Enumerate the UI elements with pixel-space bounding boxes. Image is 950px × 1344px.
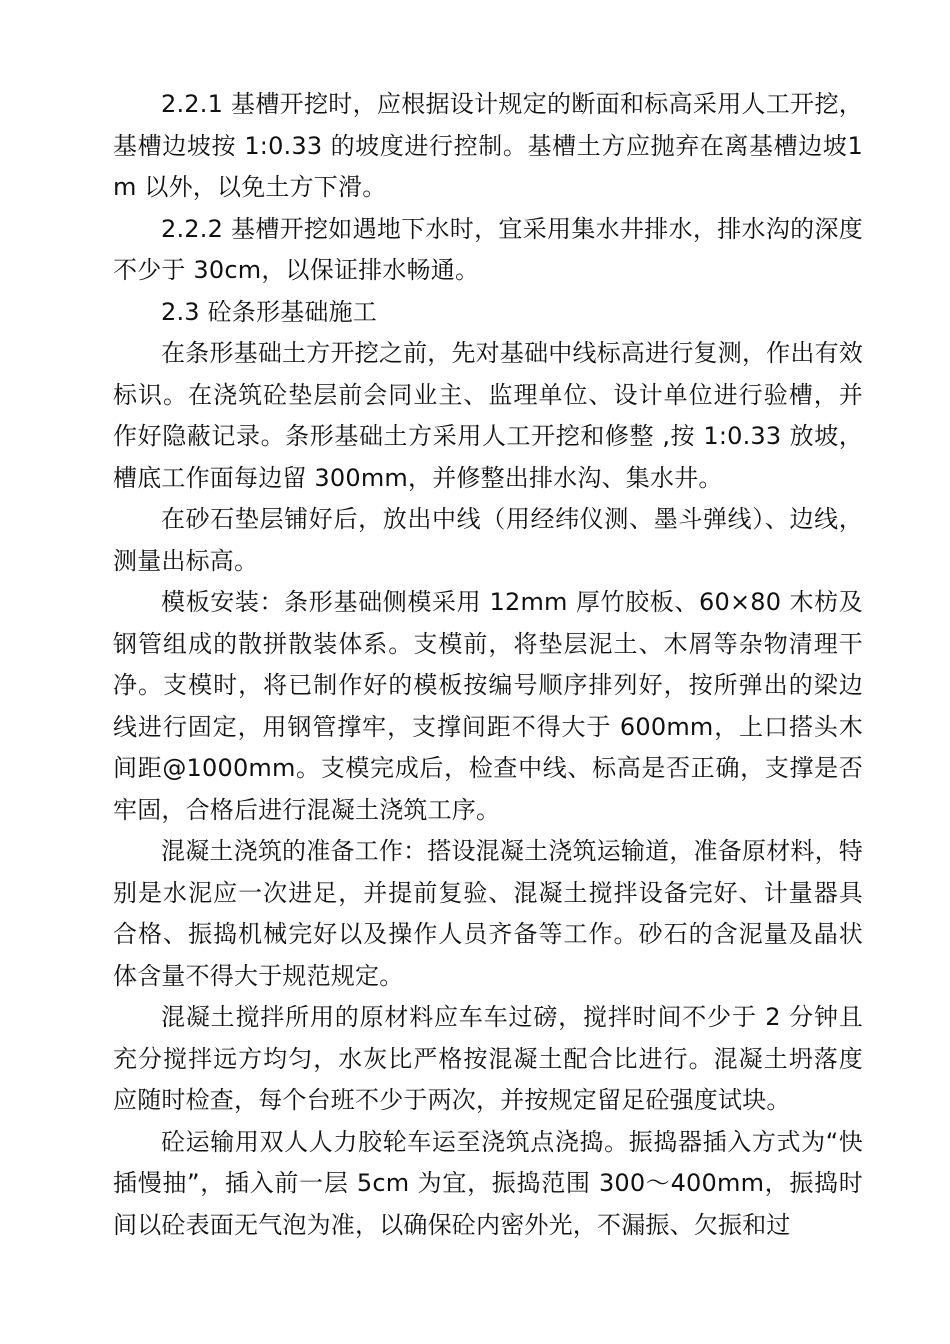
document-body [113, 84, 863, 1246]
section-heading-2-3: 2.3 砼条形基础施工 [161, 297, 377, 326]
paragraph-gravel-bed: 在砂石垫层铺好后，放出中线（用经纬仪测、墨斗弹线）、边线，测量出标高。 [113, 505, 863, 575]
paragraph-pour-prep: 混凝土浇筑的准备工作：搭设混凝土浇筑运输道，准备原材料，特别是水泥应一次进足，并提前复验、混凝土搅拌设备完好、计量器具合格、振捣机械完好以及操作人员齐备等工作。砂石的含泥量及晶状体含量不得大于规范规定。 [113, 837, 863, 990]
paragraph-formwork: 模板安装：条形基础侧模采用 12mm 厚竹胶板、60×80 木枋及钢管组成的散拼散装体系。支模前，将垫层泥土、木屑等杂物清理干净。支模时，将已制作好的模板按编号顺序排列好，按所弹出的梁边线进行固定，用钢管撑牢，支撑间距不得大于 600mm，上口搭头木间距@1000mm。支模完成后，检查中线、标高是否正确，支撑是否牢固，合格后进行混凝土浇筑工序。 [113, 588, 863, 824]
paragraph-2-2-2: 2.2.2 基槽开挖如遇地下水时，宜采用集水井排水，排水沟的深度不少于 30cm，以保证排水畅通。 [113, 214, 863, 284]
paragraph-mixing: 混凝土搅拌所用的原材料应车车过磅，搅拌时间不少于 2 分钟且充分搅拌远方均匀，水灰比严格按混凝土配合比进行。混凝土坍落度应随时检查，每个台班不少于两次，并按规定留足砼强度试块。 [113, 1003, 863, 1114]
paragraph-survey: 在条形基础土方开挖之前，先对基础中线标高进行复测，作出有效标识。在浇筑砼垫层前会同业主、监理单位、设计单位进行验槽，并作好隐蔽记录。条形基础土方采用人工开挖和修整 ,按 1:0.33 放坡，槽底工作面每边留 300mm，并修整出排水沟、集水井。 [113, 339, 863, 492]
paragraph-transport-vibration: 砼运输用双人人力胶轮车运至浇筑点浇捣。振捣器插入方式为“快插慢抽”，插入前一层 5cm 为宜，振捣范围 300～400mm，振捣时间以砼表面无气泡为准，以确保砼内密外光，不漏振、欠振和过 [113, 1127, 863, 1239]
paragraph-2-2-1: 2.2.1 基槽开挖时，应根据设计规定的断面和标高采用人工开挖，基槽边坡按 1:0.33 的坡度进行控制。基槽土方应抛弃在离基槽边坡1m 以外，以免土方下滑。 [113, 90, 863, 201]
